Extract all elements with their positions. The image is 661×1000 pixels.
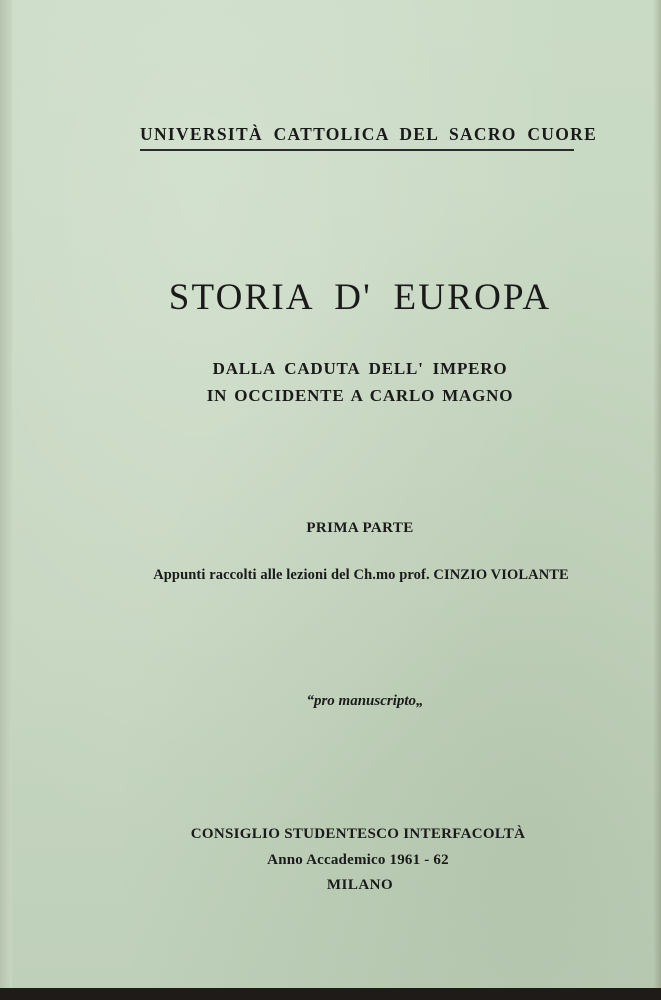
publication-city: MILANO (326, 877, 394, 893)
header-rule (140, 149, 574, 151)
cover-left-edge (0, 0, 12, 988)
background-strip (0, 988, 661, 1000)
publisher-name: CONSIGLIO STUDENTESCO INTERFACOLTÀ (190, 826, 526, 842)
part-label: PRIMA PARTE (306, 520, 414, 536)
manuscript-note: “pro manuscripto„ (306, 693, 424, 709)
book-title: STORIA D' EUROPA (168, 277, 552, 318)
subtitle-line-1: DALLA CADUTA DELL' IMPERO (212, 359, 508, 378)
subtitle-line-2: IN OCCIDENTE A CARLO MAGNO (206, 386, 514, 405)
lecture-notes-credit: Appunti raccolti alle lezioni del Ch.mo prof. CINZIO VIOLANTE (153, 567, 569, 583)
university-name: UNIVERSITÀ CATTOLICA DEL SACRO CUORE (140, 124, 598, 144)
cover-right-wear (653, 0, 661, 988)
academic-year: Anno Accademico 1961 - 62 (267, 852, 449, 868)
